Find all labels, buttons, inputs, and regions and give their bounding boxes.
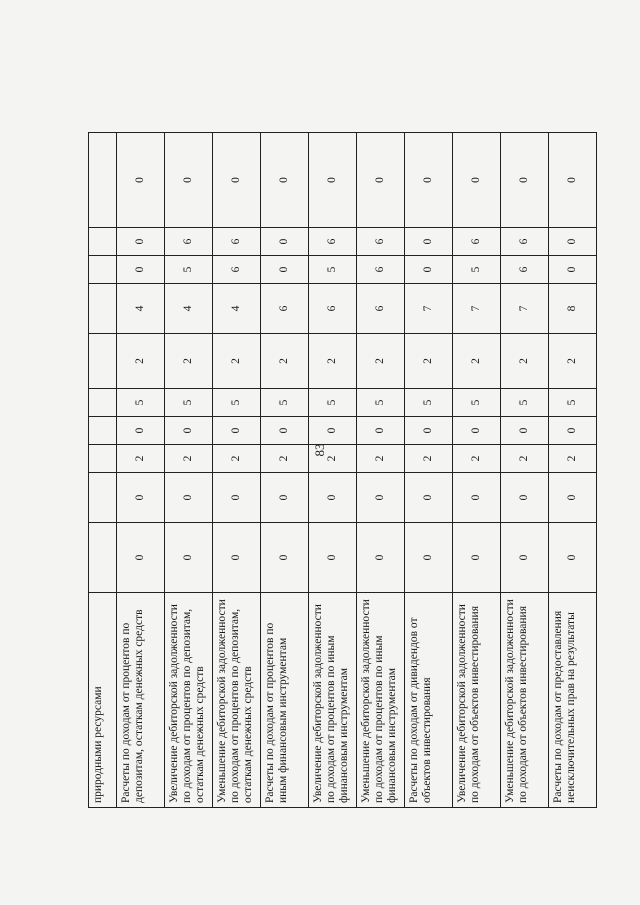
table-body xyxy=(89,133,597,808)
row-value-cell xyxy=(89,256,117,284)
row-value-cell: 4 xyxy=(117,284,165,334)
row-value-cell: 0 xyxy=(501,523,549,593)
row-value-cell: 6 xyxy=(309,228,357,256)
row-value-cell: 0 xyxy=(165,133,213,228)
row-value-cell: 0 xyxy=(405,523,453,593)
row-value-cell xyxy=(89,473,117,523)
table-row xyxy=(261,133,309,808)
row-value-cell: 0 xyxy=(261,256,309,284)
row-value-cell: 2 xyxy=(165,334,213,389)
row-value-cell: 0 xyxy=(165,523,213,593)
row-label: Расчеты по доходам от предоставления неисключительных прав на результаты xyxy=(549,593,597,808)
row-label: Уменьшение дебиторской задолженности по доходам от процентов по депозитам, остаткам денежных средств xyxy=(213,593,261,808)
row-value-cell: 0 xyxy=(213,417,261,445)
table-row xyxy=(89,133,117,808)
row-value-cell: 2 xyxy=(357,445,405,473)
row-value-cell: 6 xyxy=(357,284,405,334)
row-value-cell: 0 xyxy=(261,473,309,523)
row-value-cell xyxy=(89,133,117,228)
table-row xyxy=(357,133,405,808)
row-value-cell: 0 xyxy=(261,523,309,593)
row-value-cell xyxy=(89,523,117,593)
row-value-cell: 0 xyxy=(501,133,549,228)
row-value-cell: 7 xyxy=(405,284,453,334)
row-value-cell: 2 xyxy=(117,445,165,473)
accounts-table xyxy=(88,132,597,808)
row-value-cell: 0 xyxy=(357,523,405,593)
row-value-cell: 0 xyxy=(357,133,405,228)
row-value-cell: 0 xyxy=(213,473,261,523)
row-value-cell: 2 xyxy=(261,445,309,473)
row-value-cell: 2 xyxy=(549,445,597,473)
row-value-cell: 0 xyxy=(405,256,453,284)
row-value-cell: 2 xyxy=(309,445,357,473)
row-value-cell: 0 xyxy=(309,417,357,445)
row-value-cell: 6 xyxy=(453,228,501,256)
row-value-cell: 2 xyxy=(117,334,165,389)
row-value-cell: 0 xyxy=(213,523,261,593)
row-value-cell: 5 xyxy=(309,389,357,417)
row-value-cell: 2 xyxy=(453,445,501,473)
row-value-cell: 0 xyxy=(261,133,309,228)
row-value-cell: 6 xyxy=(357,228,405,256)
row-value-cell: 0 xyxy=(309,523,357,593)
table-row xyxy=(453,133,501,808)
row-value-cell: 0 xyxy=(117,256,165,284)
row-value-cell: 5 xyxy=(165,256,213,284)
row-value-cell: 0 xyxy=(165,473,213,523)
row-value-cell: 0 xyxy=(405,473,453,523)
row-value-cell: 0 xyxy=(501,473,549,523)
row-value-cell: 0 xyxy=(549,417,597,445)
row-value-cell: 2 xyxy=(501,334,549,389)
row-value-cell: 6 xyxy=(501,228,549,256)
row-value-cell: 0 xyxy=(549,133,597,228)
row-value-cell: 0 xyxy=(453,523,501,593)
row-value-cell: 5 xyxy=(357,389,405,417)
row-value-cell: 0 xyxy=(309,133,357,228)
row-value-cell: 2 xyxy=(213,445,261,473)
row-value-cell: 0 xyxy=(117,473,165,523)
row-value-cell: 5 xyxy=(501,389,549,417)
row-value-cell: 0 xyxy=(261,417,309,445)
table-row xyxy=(165,133,213,808)
rotated-table-inner xyxy=(88,133,596,808)
row-value-cell: 0 xyxy=(405,228,453,256)
row-value-cell: 5 xyxy=(309,256,357,284)
row-value-cell: 8 xyxy=(549,284,597,334)
row-value-cell: 2 xyxy=(213,334,261,389)
row-value-cell: 0 xyxy=(117,228,165,256)
row-value-cell: 0 xyxy=(501,417,549,445)
row-value-cell: 6 xyxy=(309,284,357,334)
row-value-cell: 0 xyxy=(453,417,501,445)
row-value-cell: 6 xyxy=(261,284,309,334)
row-value-cell: 4 xyxy=(165,284,213,334)
row-value-cell: 2 xyxy=(453,334,501,389)
row-value-cell xyxy=(89,417,117,445)
row-value-cell: 0 xyxy=(549,523,597,593)
row-value-cell: 0 xyxy=(309,473,357,523)
rotated-table-frame xyxy=(88,133,640,803)
row-value-cell: 2 xyxy=(309,334,357,389)
row-value-cell: 0 xyxy=(357,417,405,445)
row-label: Увеличение дебиторской задолженности по доходам от процентов по иным финансовым инструментам xyxy=(309,593,357,808)
table-row xyxy=(309,133,357,808)
row-value-cell xyxy=(89,389,117,417)
row-label: Расчеты по доходам от процентов по депозитам, остаткам денежных средств xyxy=(117,593,165,808)
row-value-cell: 0 xyxy=(549,256,597,284)
row-value-cell: 6 xyxy=(501,256,549,284)
row-value-cell: 2 xyxy=(357,334,405,389)
row-value-cell: 5 xyxy=(453,256,501,284)
row-value-cell: 2 xyxy=(165,445,213,473)
table-row xyxy=(501,133,549,808)
row-value-cell: 4 xyxy=(213,284,261,334)
row-value-cell: 2 xyxy=(405,445,453,473)
row-value-cell: 7 xyxy=(501,284,549,334)
row-label: Уменьшение дебиторской задолженности по доходам от процентов по иным финансовым инструментам xyxy=(357,593,405,808)
table-row xyxy=(405,133,453,808)
row-value-cell: 5 xyxy=(405,389,453,417)
row-value-cell xyxy=(89,284,117,334)
row-value-cell xyxy=(89,228,117,256)
row-label: Уменьшение дебиторской задолженности по доходам от объектов инвестирования xyxy=(501,593,549,808)
row-value-cell: 2 xyxy=(405,334,453,389)
table-row xyxy=(117,133,165,808)
row-value-cell: 0 xyxy=(165,417,213,445)
row-value-cell: 6 xyxy=(165,228,213,256)
row-label: Расчеты по доходам от процентов по иным финансовым инструментам xyxy=(261,593,309,808)
row-value-cell: 0 xyxy=(261,228,309,256)
row-value-cell: 5 xyxy=(213,389,261,417)
row-value-cell: 0 xyxy=(117,417,165,445)
row-value-cell: 7 xyxy=(453,284,501,334)
row-value-cell: 0 xyxy=(549,473,597,523)
page-number: 83 xyxy=(312,443,327,457)
row-value-cell: 2 xyxy=(501,445,549,473)
row-value-cell: 6 xyxy=(213,256,261,284)
row-value-cell: 0 xyxy=(357,473,405,523)
row-value-cell: 0 xyxy=(117,523,165,593)
row-value-cell: 0 xyxy=(405,133,453,228)
table-row xyxy=(213,133,261,808)
row-value-cell: 0 xyxy=(213,133,261,228)
table-row xyxy=(549,133,597,808)
row-value-cell: 5 xyxy=(261,389,309,417)
row-label: Увеличение дебиторской задолженности по доходам от процентов по депозитам, остаткам денежных средств xyxy=(165,593,213,808)
row-value-cell: 5 xyxy=(453,389,501,417)
row-value-cell: 5 xyxy=(165,389,213,417)
row-value-cell: 0 xyxy=(549,228,597,256)
row-label: Расчеты по доходам от дивидендов от объектов инвестирования xyxy=(405,593,453,808)
row-value-cell: 2 xyxy=(261,334,309,389)
row-value-cell xyxy=(89,334,117,389)
row-value-cell: 2 xyxy=(549,334,597,389)
row-label: Увеличение дебиторской задолженности по доходам от объектов инвестирования xyxy=(453,593,501,808)
row-value-cell: 0 xyxy=(453,473,501,523)
row-value-cell: 0 xyxy=(453,133,501,228)
row-value-cell xyxy=(89,445,117,473)
row-value-cell: 0 xyxy=(405,417,453,445)
row-value-cell: 5 xyxy=(117,389,165,417)
row-value-cell: 5 xyxy=(549,389,597,417)
row-value-cell: 6 xyxy=(357,256,405,284)
row-value-cell: 0 xyxy=(117,133,165,228)
row-label: природными ресурсами xyxy=(89,593,117,808)
row-value-cell: 6 xyxy=(213,228,261,256)
